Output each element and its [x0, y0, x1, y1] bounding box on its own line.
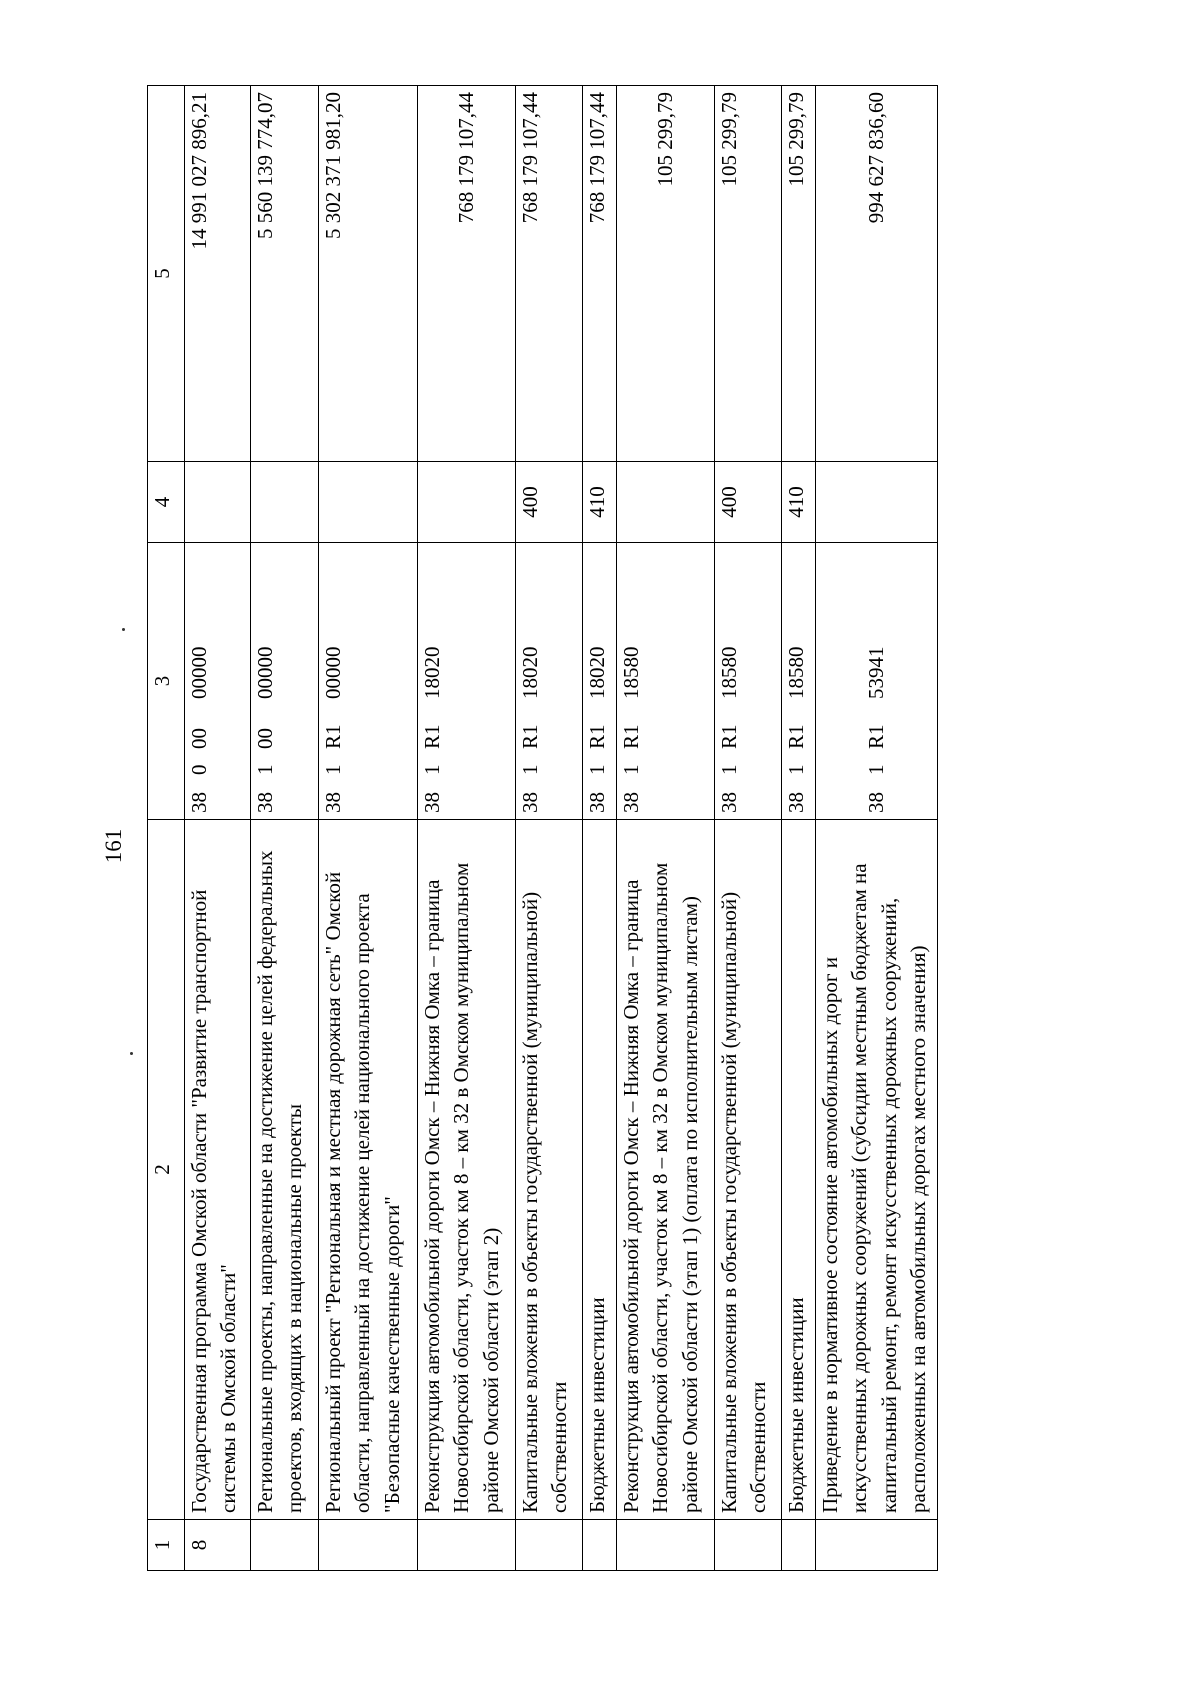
row-code — [418, 543, 516, 820]
table-row — [715, 86, 782, 1571]
code-part: 1 — [585, 764, 609, 775]
header-col-3: 3 — [148, 543, 185, 820]
code-part: 00000 — [253, 646, 277, 699]
table-row — [782, 86, 816, 1571]
row-type — [816, 462, 938, 543]
row-type: 400 — [715, 462, 782, 543]
code-part: 38 — [717, 792, 741, 813]
row-amount: 768 179 107,44 — [583, 86, 617, 462]
row-code — [185, 543, 251, 820]
row-code — [782, 543, 816, 820]
code-part: 1 — [518, 764, 542, 775]
scan-speck — [130, 1052, 133, 1055]
row-type — [251, 462, 319, 543]
row-amount: 14 991 027 896,21 — [185, 86, 251, 462]
code-part: 38 — [518, 792, 542, 813]
row-name: Реконструкция автомобильной дороги Омск – Нижняя Омка – граница Новосибирской области, участок км 8 – км 32 в Омском муниципальном районе Омской области (этап 1) (оплата по исполнительным листам) — [617, 820, 715, 1520]
row-amount: 768 179 107,44 — [516, 86, 583, 462]
code-part: 38 — [619, 792, 643, 813]
page-number: 161 — [101, 828, 126, 864]
table-row — [418, 86, 516, 1571]
row-number — [617, 1520, 715, 1571]
row-amount: 5 302 371 981,20 — [319, 86, 418, 462]
row-code — [583, 543, 617, 820]
row-code — [816, 543, 938, 820]
header-row — [148, 86, 185, 1571]
row-number — [516, 1520, 583, 1571]
code-part: 38 — [784, 792, 808, 813]
code-part: 00000 — [321, 646, 345, 699]
row-name: Государственная программа Омской области "Развитие транспортной системы в Омской области" — [185, 820, 251, 1520]
row-name: Реконструкция автомобильной дороги Омск – Нижняя Омка – граница Новосибирской области, участок км 8 – км 32 в Омском муниципальном районе Омской области (этап 2) — [418, 820, 516, 1520]
row-number: 8 — [185, 1520, 251, 1571]
code-part: 18580 — [784, 646, 808, 699]
row-amount: 105 299,79 — [782, 86, 816, 462]
code-part: 18020 — [518, 646, 542, 699]
header-col-5: 5 — [148, 86, 185, 462]
code-part: 00 — [187, 728, 211, 749]
table-row — [185, 86, 251, 1571]
row-amount: 105 299,79 — [715, 86, 782, 462]
row-type: 410 — [583, 462, 617, 543]
code-part: R1 — [619, 724, 643, 749]
table-row — [516, 86, 583, 1571]
header-col-4: 4 — [148, 462, 185, 543]
row-name: Приведение в нормативное состояние автомобильных дорог и искусственных дорожных сооружений (субсидии местным бюджетам на капитальный ремонт, ремонт искусственных дорожных сооружений, расположенных на автомобильных дорогах местного значения) — [816, 820, 938, 1520]
row-type — [319, 462, 418, 543]
row-type — [418, 462, 516, 543]
code-part: 38 — [321, 792, 345, 813]
row-name: Бюджетные инвестиции — [782, 820, 816, 1520]
row-name: Капитальные вложения в объекты государственной (муниципальной) собственности — [715, 820, 782, 1520]
code-part: 1 — [420, 764, 444, 775]
row-amount: 768 179 107,44 — [418, 86, 516, 462]
code-part: 38 — [187, 792, 211, 813]
budget-table — [147, 85, 938, 1571]
row-name: Бюджетные инвестиции — [583, 820, 617, 1520]
code-part: 1 — [784, 764, 808, 775]
row-number — [816, 1520, 938, 1571]
row-number — [715, 1520, 782, 1571]
row-number — [251, 1520, 319, 1571]
code-part: R1 — [784, 724, 808, 749]
code-part: 53941 — [863, 646, 888, 699]
table-row — [583, 86, 617, 1571]
rotated-table-container — [147, 86, 937, 1571]
code-part: 38 — [585, 792, 609, 813]
code-part: R1 — [518, 724, 542, 749]
code-part: 38 — [420, 792, 444, 813]
row-amount: 105 299,79 — [617, 86, 715, 462]
table-row — [319, 86, 418, 1571]
row-number — [319, 1520, 418, 1571]
row-type — [185, 462, 251, 543]
table-row — [251, 86, 319, 1571]
code-part: 1 — [717, 764, 741, 775]
row-name: Региональные проекты, направленные на достижение целей федеральных проектов, входящих в национальные проекты — [251, 820, 319, 1520]
code-part: 18020 — [420, 646, 444, 699]
row-type — [617, 462, 715, 543]
scan-speck — [122, 628, 125, 631]
table-row — [816, 86, 938, 1571]
code-part: 18020 — [585, 646, 609, 699]
row-code — [617, 543, 715, 820]
row-number — [782, 1520, 816, 1571]
code-part: R1 — [420, 724, 444, 749]
code-part: 1 — [619, 764, 643, 775]
code-part: R1 — [717, 724, 741, 749]
code-part: 1 — [321, 764, 345, 775]
code-part: 18580 — [717, 646, 741, 699]
row-code — [516, 543, 583, 820]
row-number — [583, 1520, 617, 1571]
row-type: 410 — [782, 462, 816, 543]
code-part: 18580 — [619, 646, 643, 699]
code-part: 0 — [187, 764, 211, 775]
code-part: 1 — [253, 764, 277, 775]
header-col-2: 2 — [148, 820, 185, 1520]
row-name: Региональный проект "Региональная и местная дорожная сеть" Омской области, направленный на достижение целей национального проекта "Безопасные качественные дороги" — [319, 820, 418, 1520]
row-type: 400 — [516, 462, 583, 543]
row-number — [418, 1520, 516, 1571]
row-code — [319, 543, 418, 820]
code-part: 38 — [863, 792, 888, 813]
row-amount: 994 627 836,60 — [816, 86, 938, 462]
code-part: R1 — [321, 724, 345, 749]
row-code — [251, 543, 319, 820]
code-part: 1 — [863, 764, 888, 775]
header-col-1: 1 — [148, 1520, 185, 1571]
code-part: 38 — [253, 792, 277, 813]
code-part: 00000 — [187, 646, 211, 699]
code-part: R1 — [863, 724, 888, 749]
row-name: Капитальные вложения в объекты государственной (муниципальной) собственности — [516, 820, 583, 1520]
code-part: 00 — [253, 728, 277, 749]
code-part: R1 — [585, 724, 609, 749]
table-row — [617, 86, 715, 1571]
row-amount: 5 560 139 774,07 — [251, 86, 319, 462]
row-code — [715, 543, 782, 820]
